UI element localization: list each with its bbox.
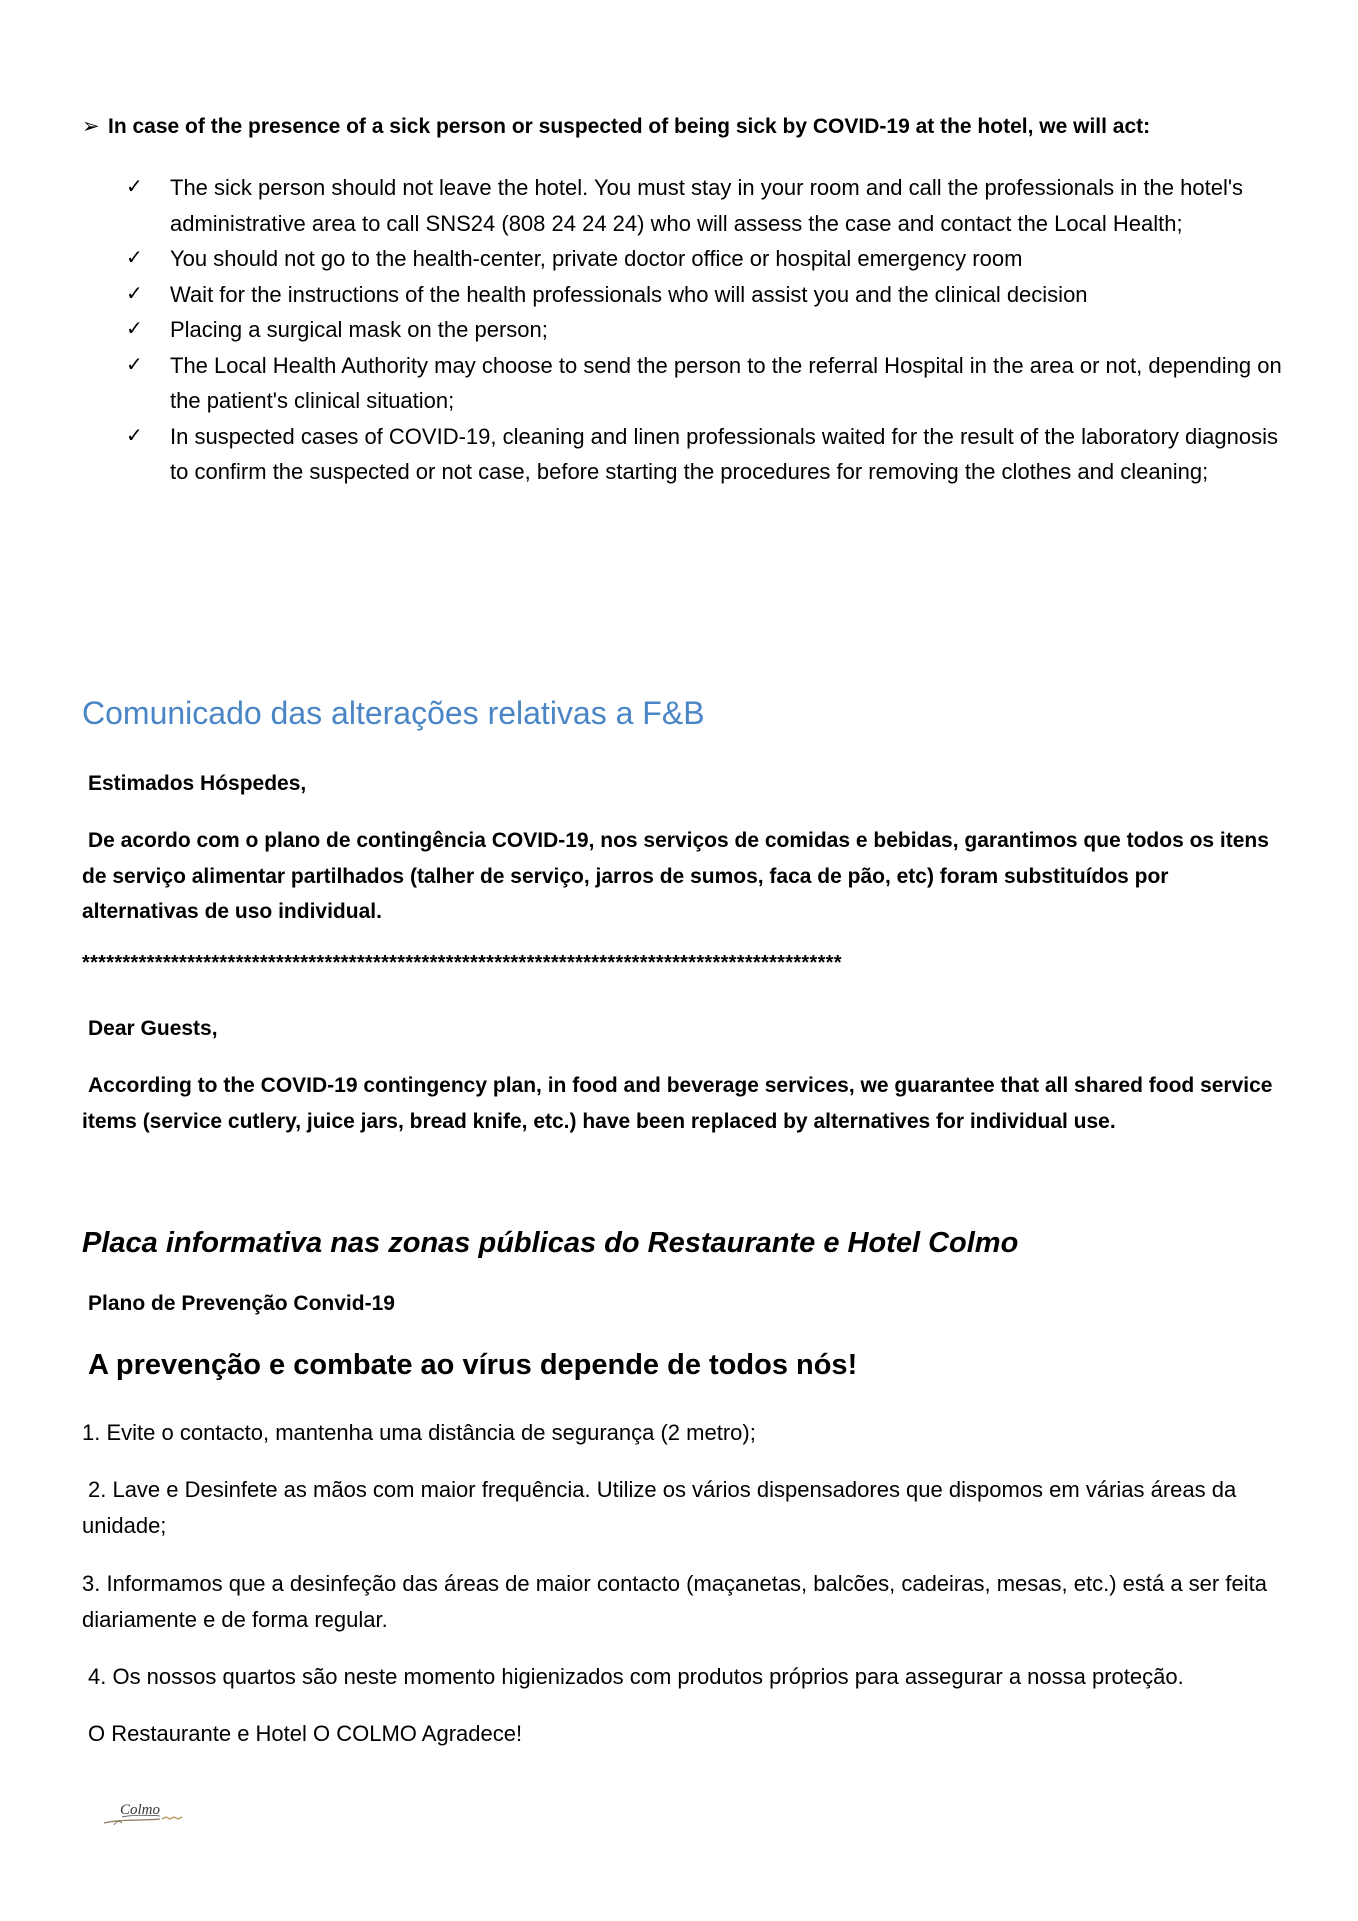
list-item-text: You should not go to the health-center, private doctor office or hospital emergency room <box>170 246 1023 271</box>
list-item-text: In suspected cases of COVID-19, cleaning and linen professionals waited for the result of the laboratory diagnosis to confirm the suspected or not case, before starting the procedures for removing the clothes and cleaning; <box>170 423 1278 484</box>
prevention-point-2: 2. Lave e Desinfete as mãos com maior frequência. Utilize os vários dispensadores que dispomos em várias áreas da unidade; <box>82 1477 1237 1538</box>
checkmark-icon: ✓ <box>126 282 143 305</box>
checkmark-icon: ✓ <box>126 247 143 269</box>
intro-heading <box>82 114 1150 139</box>
checkmark-icon: ✓ <box>126 176 143 198</box>
list-item <box>124 419 1284 490</box>
checkmark-icon: ✓ <box>126 353 143 376</box>
arrow-bullet-icon: ➢ <box>82 115 100 138</box>
plaque-subtitle: Plano de Prevenção Convid-19 <box>88 1292 395 1315</box>
plaque-title: Placa informativa nas zonas públicas do Restaurante e Hotel Colmo <box>82 1227 1019 1259</box>
intro-heading-text: In case of the presence of a sick person or suspected of being sick by COVID-19 at the hotel, we will act: <box>108 115 1151 138</box>
plaque-headline: A prevenção e combate ao vírus depende de todos nós! <box>88 1349 858 1381</box>
list-item-text: The Local Health Authority may choose to send the person to the referral Hospital in the area or not, depending on the patient's clinical situation; <box>170 352 1282 413</box>
list-item <box>124 277 1284 313</box>
prevention-point-4: 4. Os nossos quartos são neste momento higienizados com produtos próprios para assegurar a nossa proteção. <box>88 1664 1184 1689</box>
colmo-logo <box>100 1797 196 1831</box>
list-item-text: Placing a surgical mask on the person; <box>170 317 548 342</box>
pt-greeting: Estimados Hóspedes, <box>88 772 307 795</box>
colmo-logo-graphic <box>100 1797 196 1831</box>
list-item <box>124 241 1284 277</box>
action-checklist <box>124 170 1284 490</box>
prevention-point-3: 3. Informamos que a desinfeção das áreas de maior contacto (maçanetas, balcões, cadeiras, mesas, etc.) está a ser feita diariamente e de forma regular. <box>82 1571 1267 1632</box>
closing-line: O Restaurante e Hotel O COLMO Agradece! <box>88 1721 523 1746</box>
en-body: According to the COVID-19 contingency plan, in food and beverage services, we guarantee that all shared food service items (service cutlery, juice jars, bread knife, etc.) have been replaced by alternatives for individual use. <box>82 1074 1273 1133</box>
list-item <box>124 170 1284 241</box>
list-item <box>124 312 1284 348</box>
list-item-text: Wait for the instructions of the health professionals who will assist you and the clinical decision <box>170 281 1088 307</box>
separator-line: ********************************************************************************************** <box>82 952 842 974</box>
en-greeting: Dear Guests, <box>88 1017 218 1040</box>
prevention-point-1: 1. Evite o contacto, mantenha uma distância de segurança (2 metro); <box>82 1420 756 1445</box>
logo-text: Colmo <box>120 1802 161 1818</box>
checkmark-icon: ✓ <box>126 318 143 340</box>
checkmark-icon: ✓ <box>126 424 143 447</box>
fb-notice-title: Comunicado das alterações relativas a F&B <box>82 695 705 731</box>
list-item-text: The sick person should not leave the hotel. You must stay in your room and call the professionals in the hotel's administrative area to call SNS24 (808 24 24 24) who will assess the case and contact the Local Health; <box>170 175 1244 236</box>
pt-body: De acordo com o plano de contingência COVID-19, nos serviços de comidas e bebidas, garantimos que todos os itens de serviço alimentar partilhados (talher de serviço, jarros de sumos, faca de pão, etc) foram substituídos por alternativas de uso individual. <box>82 829 1269 923</box>
list-item <box>124 348 1284 419</box>
